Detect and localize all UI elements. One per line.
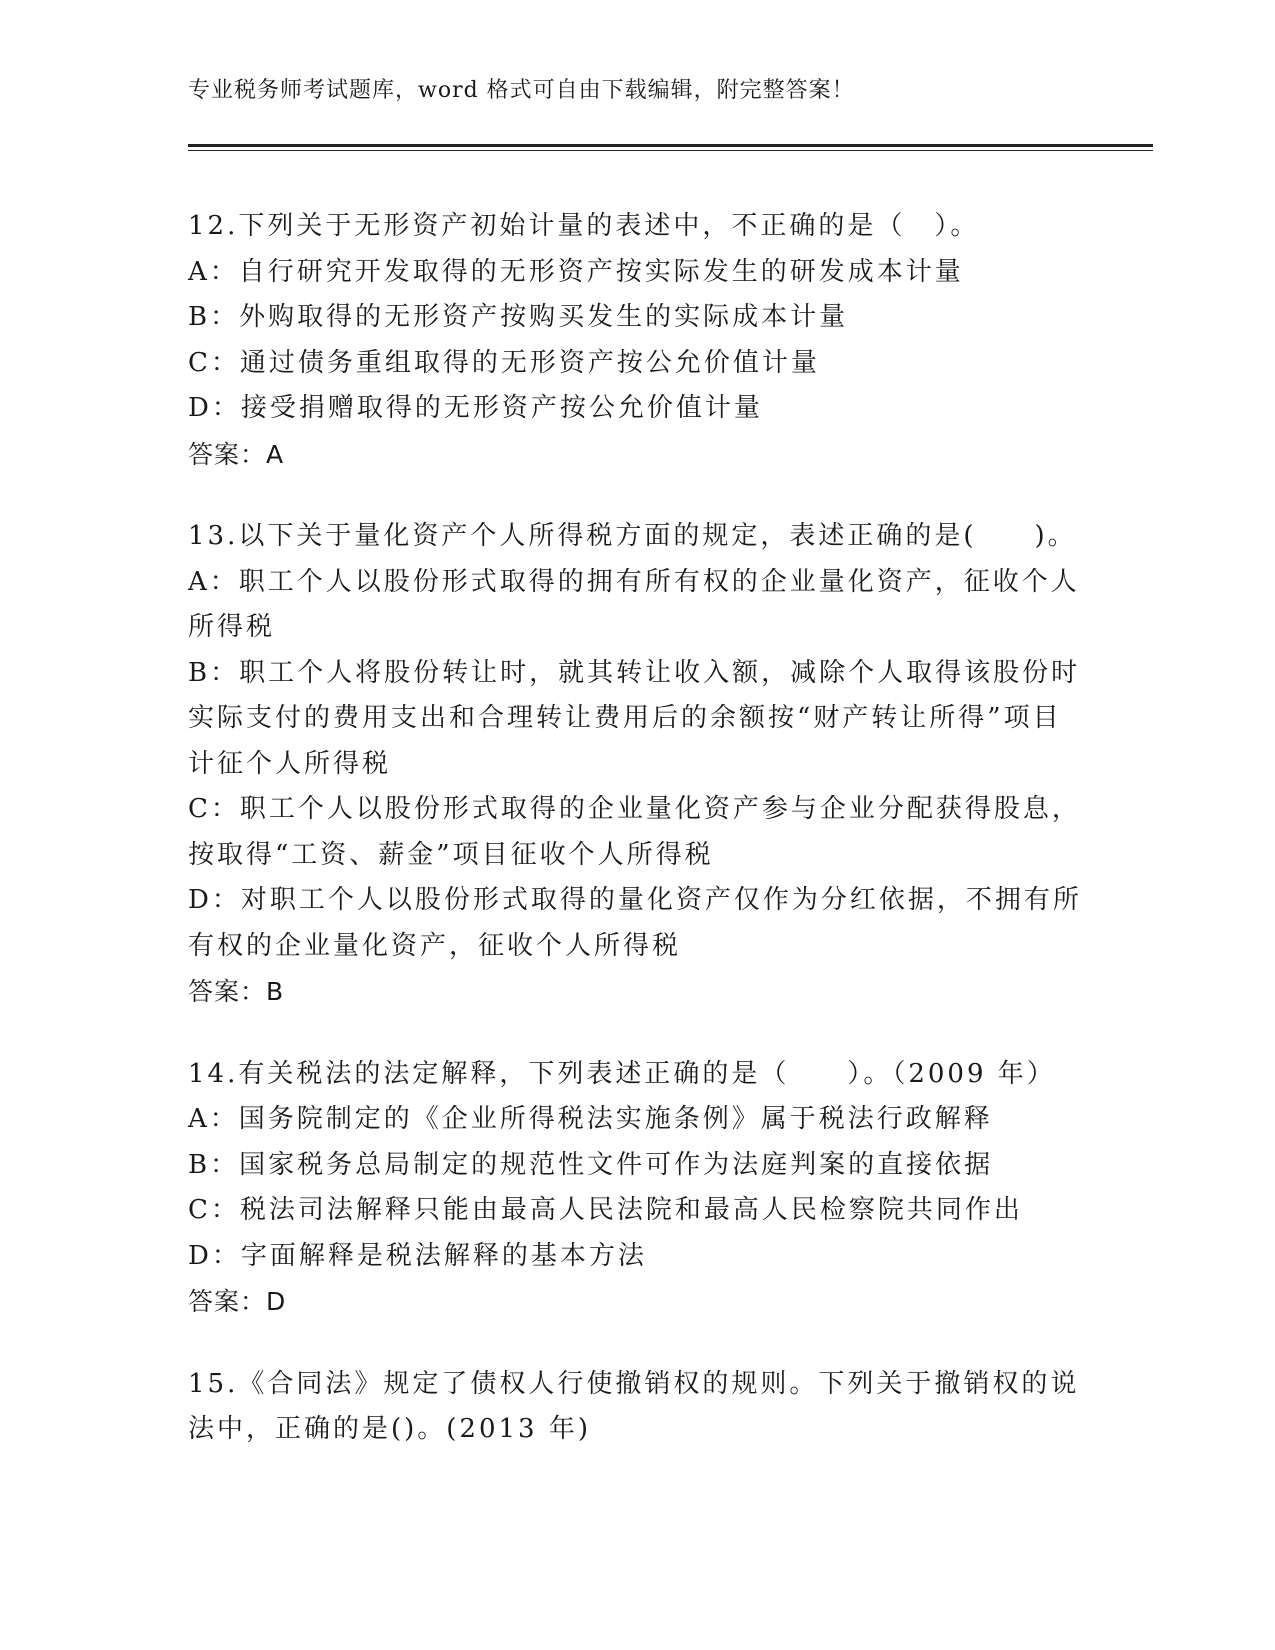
option-c: C：职工个人以股份形式取得的企业量化资产参与企业分配获得股息，按取得“工资、薪金”项目征收个人所得税: [188, 794, 1081, 870]
option-a: A：职工个人以股份形式取得的拥有所有权的企业量化资产，征收个人所得税: [188, 566, 1080, 642]
answer: 答案：D: [188, 1287, 287, 1316]
question-14: [188, 1052, 1088, 1325]
question-stem: 14.有关税法的法定解释，下列表述正确的是（ ）。（2009 年）: [188, 1058, 1056, 1089]
option-d: D：接受捐赠取得的无形资产按公允价值计量: [188, 393, 763, 423]
question-15: [188, 1362, 1088, 1453]
question-stem: 12.下列关于无形资产初始计量的表述中，不正确的是（ ）。: [188, 211, 980, 241]
option-a: A：国务院制定的《企业所得税法实施条例》属于税法行政解释: [188, 1104, 993, 1134]
option-b: B：职工个人将股份转让时，就其转让收入额，减除个人取得该股份时实际支付的费用支出和合理转让费用后的余额按“财产转让所得”项目计征个人所得税: [188, 657, 1081, 779]
question-stem: 15.《合同法》规定了债权人行使撤销权的规则。下列关于撤销权的说法中，正确的是()。(2013 年): [188, 1368, 1080, 1444]
header-divider: [188, 144, 1153, 147]
question-13: [188, 514, 1088, 1015]
option-d: D：字面解释是税法解释的基本方法: [188, 1240, 647, 1271]
option-b: B：外购取得的无形资产按购买发生的实际成本计量: [188, 302, 849, 332]
page-header: 专业税务师考试题库，word 格式可自由下载编辑，附完整答案！: [188, 78, 855, 103]
question-12: [188, 204, 1088, 477]
question-list: [188, 204, 1088, 1490]
option-d: D：对职工个人以股份形式取得的量化资产仅作为分红依据，不拥有所有权的企业量化资产，征收个人所得税: [188, 885, 1082, 961]
option-c: C：通过债务重组取得的无形资产按公允价值计量: [188, 347, 820, 378]
option-c: C：税法司法解释只能由最高人民法院和最高人民检察院共同作出: [188, 1195, 1023, 1225]
option-a: A：自行研究开发取得的无形资产按实际发生的研发成本计量: [188, 256, 964, 287]
question-stem: 13.以下关于量化资产个人所得税方面的规定，表述正确的是( )。: [188, 521, 1077, 551]
answer: 答案：B: [188, 977, 285, 1006]
option-b: B：国家税务总局制定的规范性文件可作为法庭判案的直接依据: [188, 1149, 994, 1180]
answer: 答案：A: [188, 439, 285, 469]
